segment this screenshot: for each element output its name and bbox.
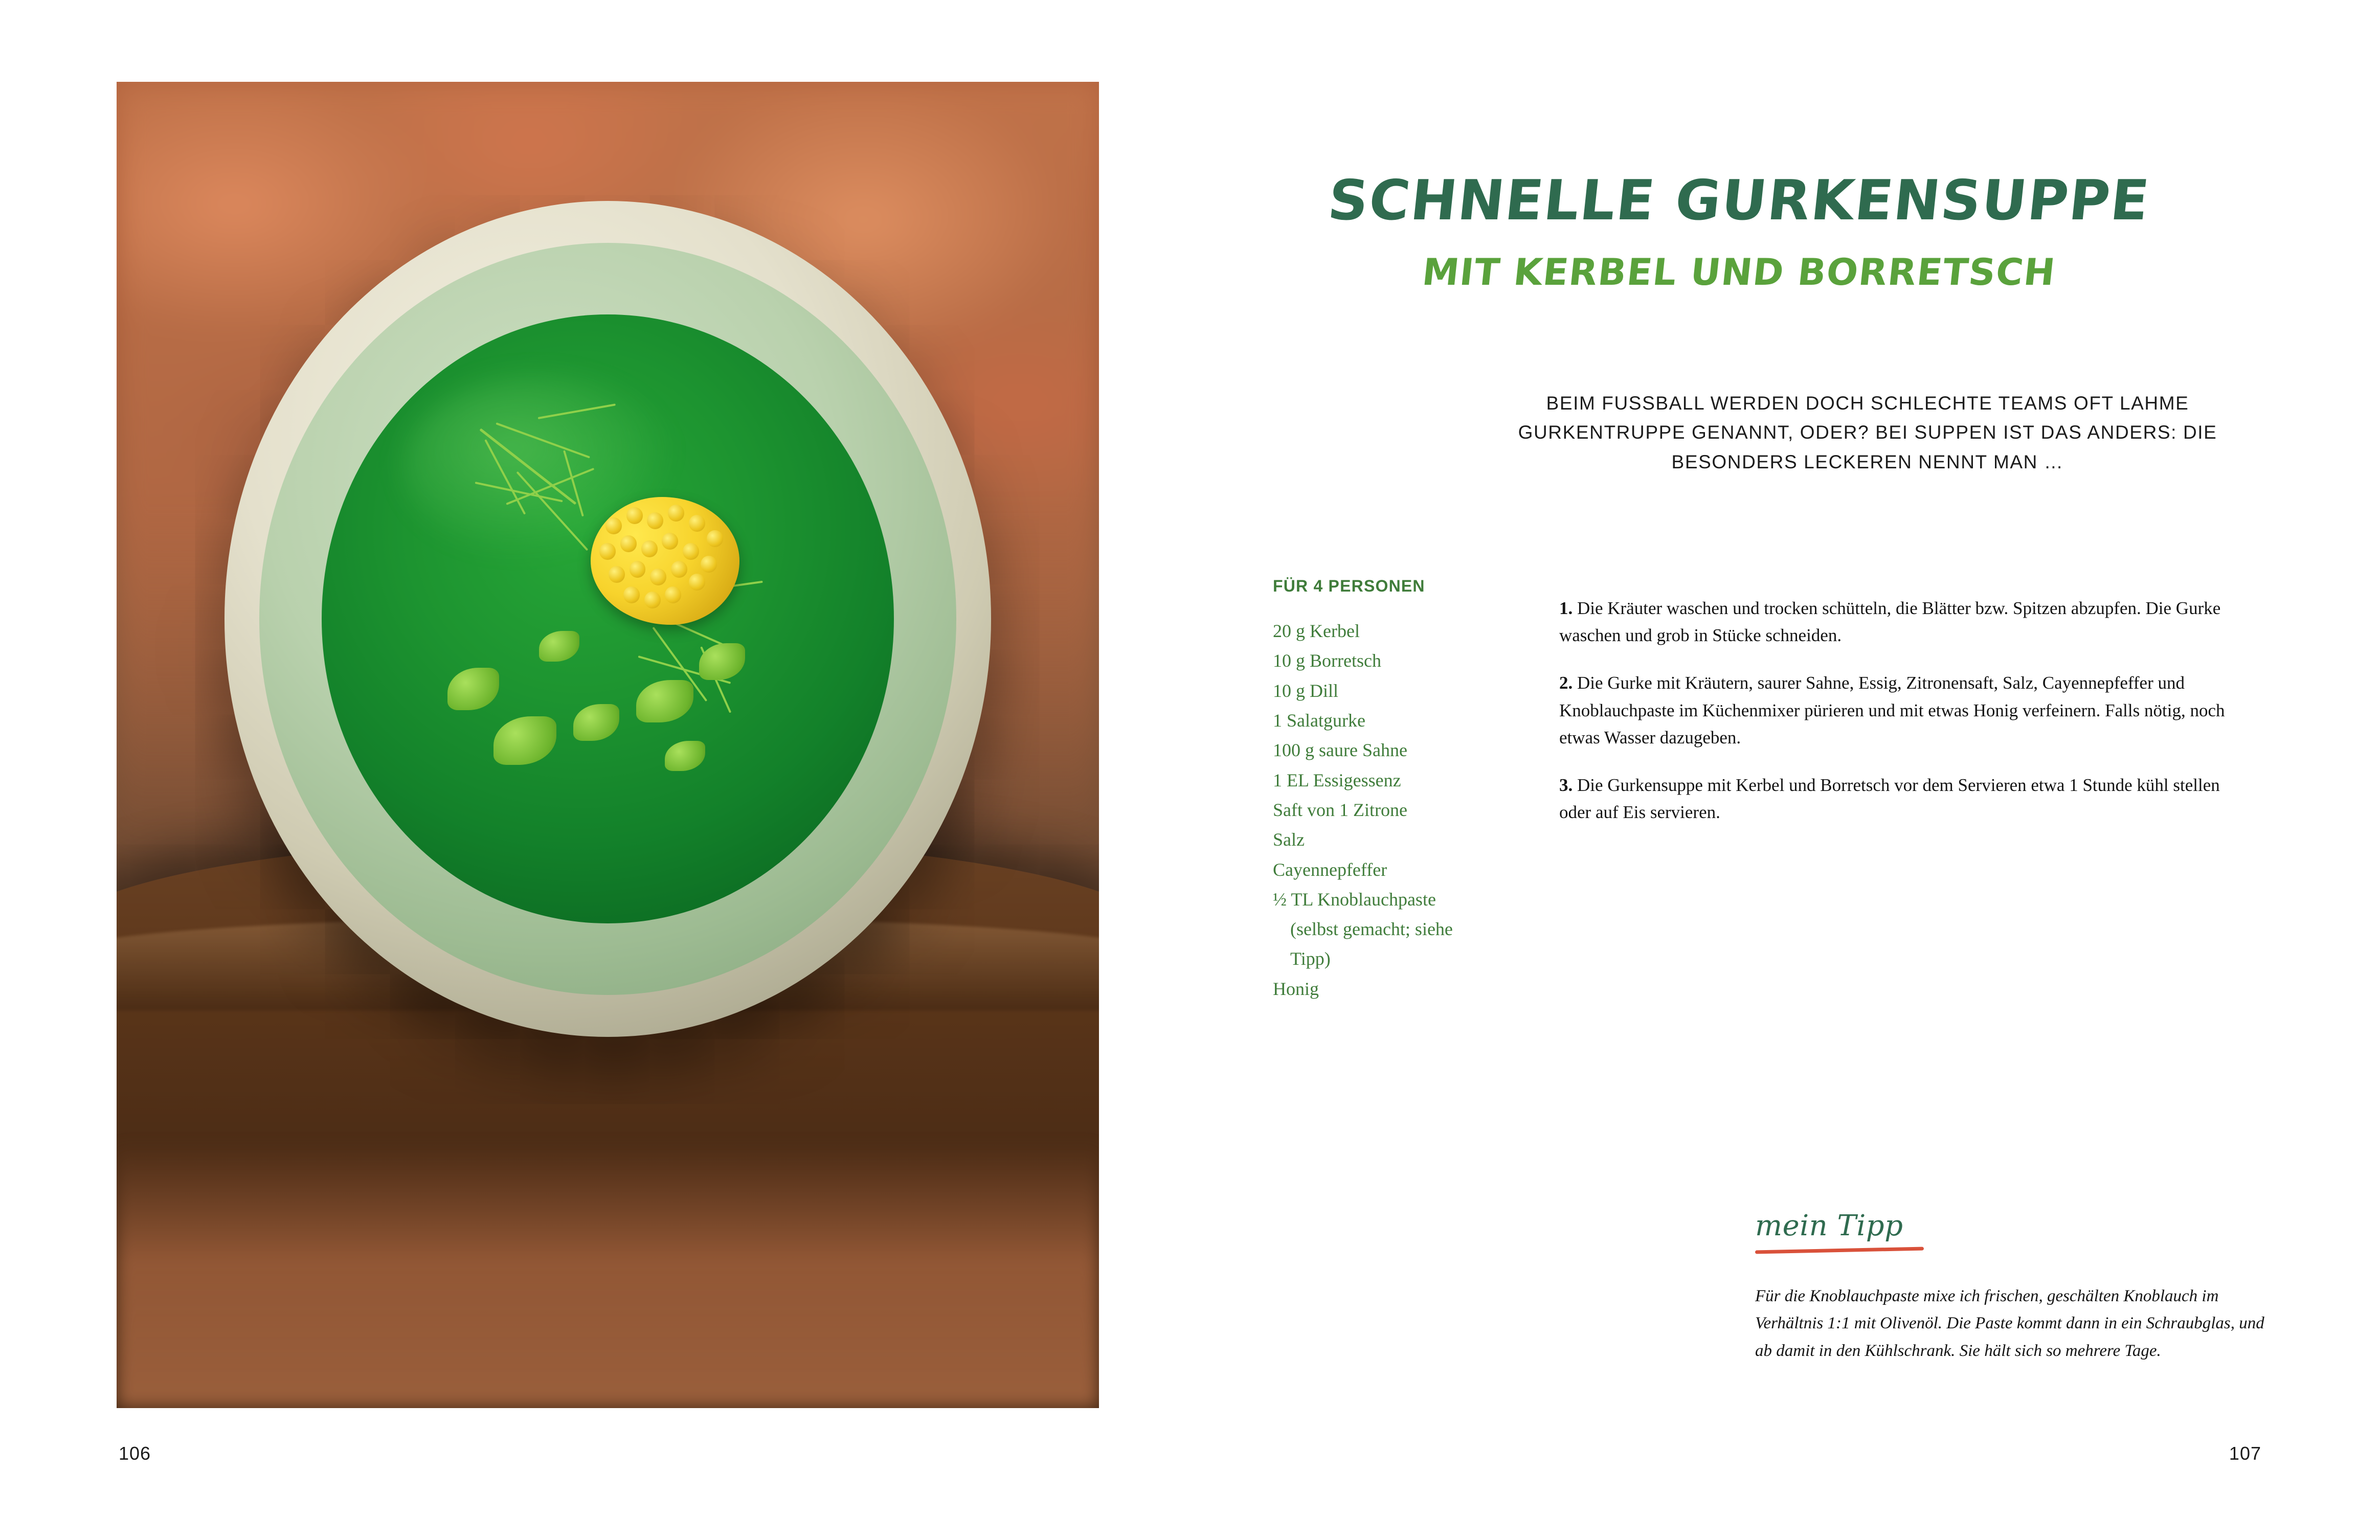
- tip-text: Für die Knoblauchpaste mixe ich frischen, geschälten Knoblauch im Verhältnis 1:1 mit Olivenöl. Die Paste kommt dann in ein Schraubglas, und ab damit in den Kühlschrank. Sie hält sich so mehrere Tage.: [1755, 1287, 2264, 1360]
- page-number-right: 107: [2229, 1443, 2261, 1464]
- photo-canvas: [117, 82, 1099, 1408]
- tip-block: [1755, 1209, 2266, 1365]
- recipe-step: [1559, 595, 2244, 649]
- steps-column: [1559, 577, 2244, 1004]
- recipe-subtitle: MIT KERBEL UND BORRETSCH: [1420, 251, 2058, 293]
- ingredient-item: Saft von 1 Zitrone: [1273, 799, 1407, 820]
- right-page: [1190, 0, 2380, 1540]
- step-text: Die Gurke mit Kräutern, saurer Sahne, Essig, Zitronensaft, Salz, Cayennepfeffer und Knoblauchpaste im Küchenmixer pürieren und mit etwas Honig verfeinern. Falls nötig, noch etwas Wasser dazugeben.: [1559, 673, 2225, 748]
- servings-heading: FÜR 4 PERSONEN: [1273, 577, 1425, 595]
- step-text: Die Kräuter waschen und trocken schütteln, die Blätter bzw. Spitzen abzupfen. Die Gurke waschen und grob in Stücke schneiden.: [1559, 598, 2221, 646]
- ingredient-item: 20 g Kerbel: [1273, 621, 1360, 641]
- bowl-rim: [259, 243, 957, 995]
- tip-underline-swash: [1755, 1247, 1924, 1254]
- ingredient-item: Cayennepfeffer: [1273, 859, 1387, 880]
- cucumber-soup-photo: [117, 82, 1099, 1408]
- step-number: 1.: [1559, 598, 1573, 618]
- ingredient-item: 100 g saure Sahne: [1273, 740, 1407, 761]
- recipe-step: [1559, 772, 2244, 826]
- ingredient-item: ½ TL Knoblauchpaste: [1273, 889, 1436, 910]
- ingredient-item: 1 EL Essigessenz: [1273, 769, 1401, 790]
- ingredient-item-cont: (selbst gemacht; siehe: [1290, 919, 1453, 940]
- cress-leaf: [573, 704, 619, 740]
- step-number: 2.: [1559, 673, 1573, 693]
- recipe-intro: BEIM FUSSBALL WERDEN DOCH SCHLECHTE TEAMS OFT LAHME GURKENTRUPPE GENANNT, ODER? BEI SUPPEN IST DAS ANDERS: DIE BESONDERS LECKEREN NENNT MAN …: [1518, 393, 2217, 472]
- recipe-columns: [1273, 577, 2301, 1004]
- ingredient-item: 1 Salatgurke: [1273, 710, 1365, 731]
- tip-label: mein Tipp: [1755, 1209, 1903, 1242]
- step-number: 3.: [1559, 775, 1573, 795]
- soup-bowl: [224, 201, 991, 1036]
- ingredient-item: 10 g Borretsch: [1273, 650, 1381, 671]
- page-number-left: 106: [119, 1443, 151, 1464]
- cress-leaf: [447, 668, 499, 710]
- soup-surface: [322, 314, 893, 923]
- recipe-step: [1559, 669, 2244, 751]
- ingredients-column: [1273, 577, 1518, 1004]
- ingredient-item-cont: Tipp): [1290, 948, 1331, 969]
- recipe-title: SCHNELLE GURKENSUPPE: [1325, 169, 2153, 233]
- step-text: Die Gurkensuppe mit Kerbel und Borretsch vor dem Servieren etwa 1 Stunde kühl stellen oder auf Eis servieren.: [1559, 775, 2220, 823]
- ingredient-item: 10 g Dill: [1273, 680, 1339, 701]
- ingredient-item: Honig: [1273, 978, 1319, 999]
- photo-foreground-floor: [117, 1143, 1099, 1408]
- ingredient-item: Salz: [1273, 829, 1305, 850]
- cress-leaf: [493, 716, 556, 765]
